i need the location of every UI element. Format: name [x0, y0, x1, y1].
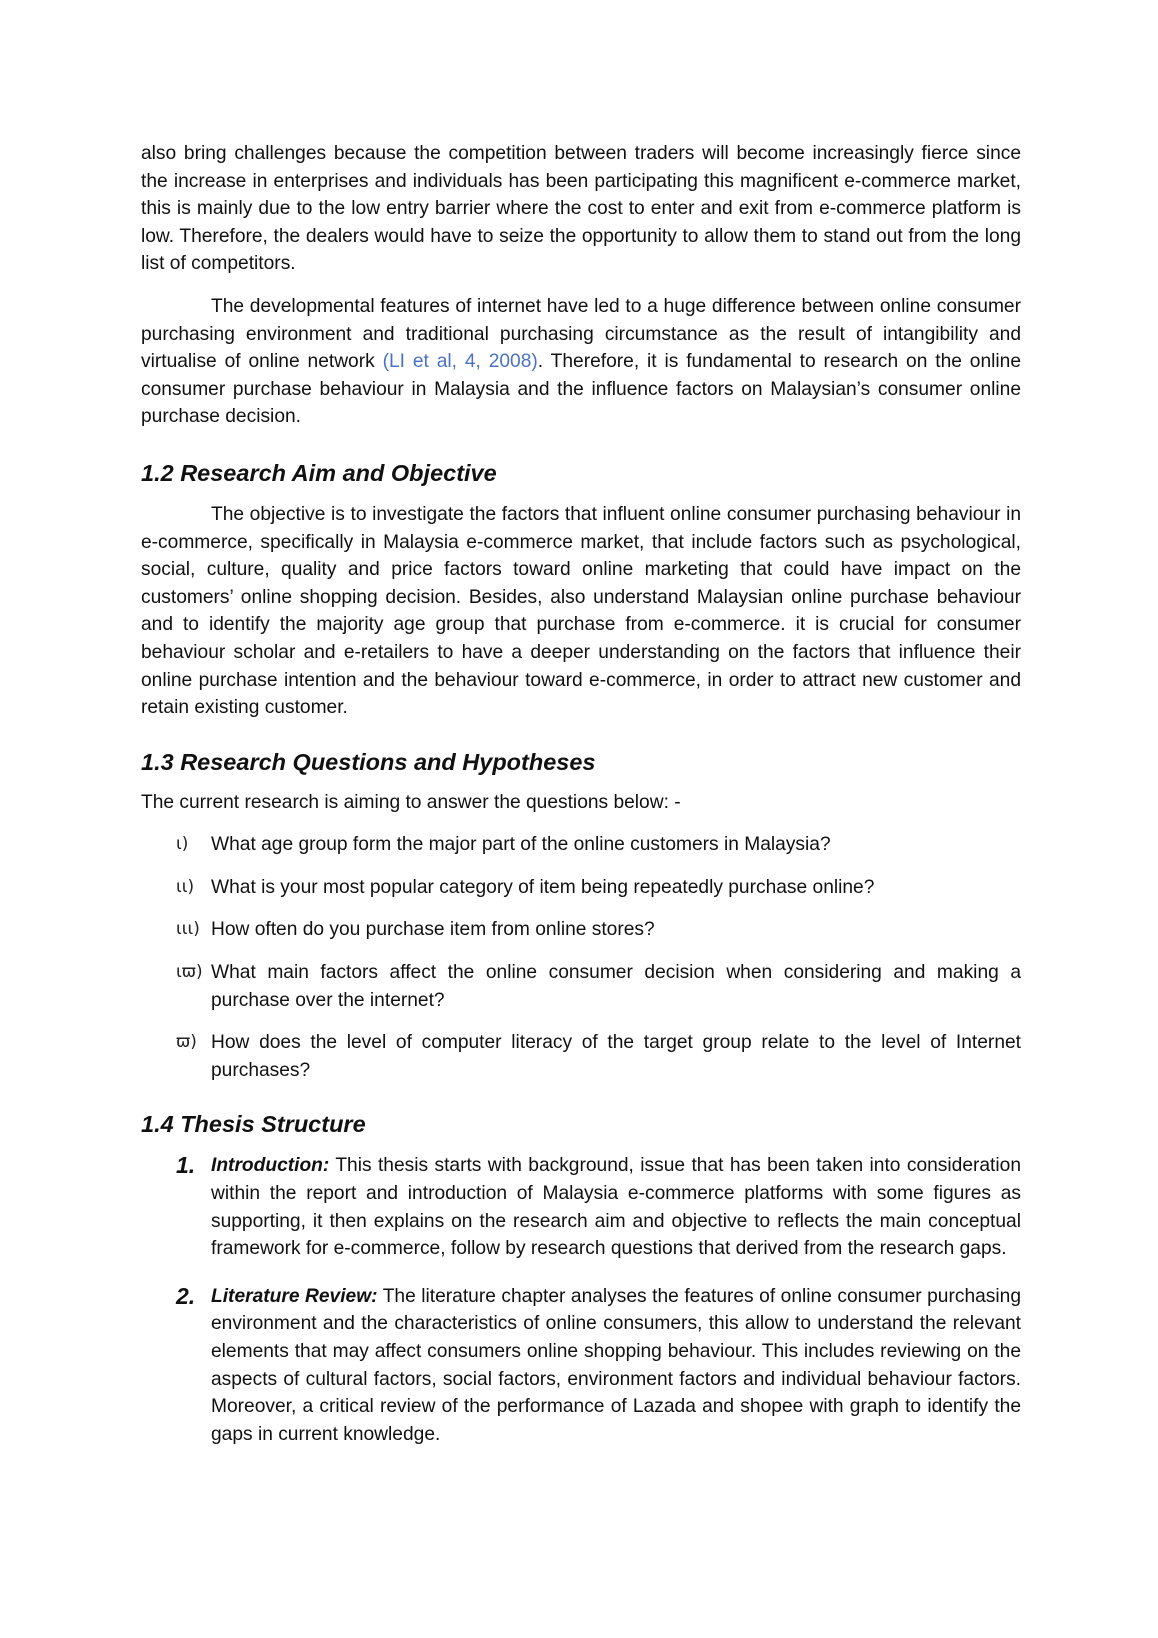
thesis-item-body: This thesis starts with background, issue that has been taken into consideration within the report and introduction of Malaysia e-commerce platforms with some figures as supporting, it then explains on the research aim and objective to reflects the main conceptual framework for e-commerce, follow by research questions that derived from the research gaps. — [211, 1155, 1021, 1260]
intro-paragraph-2-text: The developmental features of internet have led to a huge difference between online consumer purchasing environment and traditional purchasing circumstance as the result of intangibility and virtualise of online network — [141, 295, 1021, 373]
question-marker: ιι) — [176, 876, 195, 897]
question-text: How often do you purchase item from online stores? — [211, 919, 655, 941]
question-item — [141, 831, 1021, 859]
questions-list — [141, 831, 1021, 1084]
section-heading-thesis: 1.4 Thesis Structure — [141, 1111, 366, 1138]
question-text: What is your most popular category of item being repeatedly purchase online? — [211, 876, 875, 898]
question-text: What main factors affect the online consumer decision when considering and making a purchase over the internet? — [211, 962, 1021, 1011]
intro-paragraph-2-tail: . Therefore, it is fundamental to research on the online consumer purchase behaviour in Malaysia and the influence factors on Malaysian’s consumer online purchase decision. — [141, 351, 1022, 428]
question-marker: ι) — [176, 834, 189, 855]
thesis-item-text — [211, 1283, 1021, 1449]
question-text: How does the level of computer literacy of the target group relate to the level of Internet purchases? — [211, 1032, 1021, 1081]
intro-paragraph-1: also bring challenges because the competition between traders will become increasingly fierce since the increase in enterprises and individuals has been participating this magnificent e-commerce market, this is mainly due to the low entry barrier where the cost to enter and exit from e-commerce platform is low. Therefore, the dealers would have to seize the opportunity to allow them to stand out from the long list of competitors. — [141, 143, 1021, 275]
question-item — [141, 959, 1021, 1014]
question-item — [141, 916, 1021, 944]
question-marker: ϖ) — [176, 1032, 197, 1053]
question-item — [141, 1029, 1021, 1084]
section-heading-questions: 1.3 Research Questions and Hypotheses — [141, 748, 596, 775]
section-heading-aim: 1.2 Research Aim and Objective — [141, 459, 497, 486]
question-item — [141, 874, 1021, 902]
thesis-item-body: The literature chapter analyses the features of online consumer purchasing environment and the characteristics of online consumers, this allow to understand the relevant elements that may affect consumers online shopping behaviour. This includes reviewing on the aspects of cultural factors, social factors, environment factors and individual behaviour factors. Moreover, a critical review of the performance of Lazada and shopee with graph to identify the gaps in current knowledge. — [211, 1285, 1021, 1445]
aim-paragraph: The objective is to investigate the factors that influent online consumer purchasing behaviour in e-commerce, specifically in Malaysia e-commerce market, that include factors such as psychological, social, culture, quality and price factors toward online marketing that could have impact on the customers’ online shopping decision. Besides, also understand Malaysian online purchase behaviour and to identify the majority age group that purchase from e-commerce. it is crucial for consumer behaviour scholar and e-retailers to have a deeper understanding on the factors that influence their online purchase intention and the behaviour toward e-commerce, in order to attract new customer and retain existing customer. — [141, 503, 1021, 719]
thesis-item-number: 2. — [176, 1282, 196, 1309]
thesis-item-number: 1. — [176, 1152, 196, 1179]
thesis-item — [141, 1283, 1021, 1449]
thesis-item-lead: Literature Review: — [211, 1285, 378, 1307]
thesis-item-text — [211, 1152, 1021, 1262]
citation-link[interactable]: (LI et al, 4, 2008) — [382, 351, 538, 373]
thesis-structure-list — [141, 1152, 1021, 1448]
question-text: What age group form the major part of the online customers in Malaysia? — [211, 834, 831, 856]
thesis-item — [141, 1152, 1021, 1262]
thesis-item-lead: Introduction: — [211, 1155, 330, 1177]
question-marker: ιιι) — [176, 919, 200, 940]
questions-intro: The current research is aiming to answer the questions below: - — [141, 791, 681, 813]
question-marker: ιϖ) — [176, 962, 203, 983]
intro-paragraph-2 — [141, 293, 1021, 431]
